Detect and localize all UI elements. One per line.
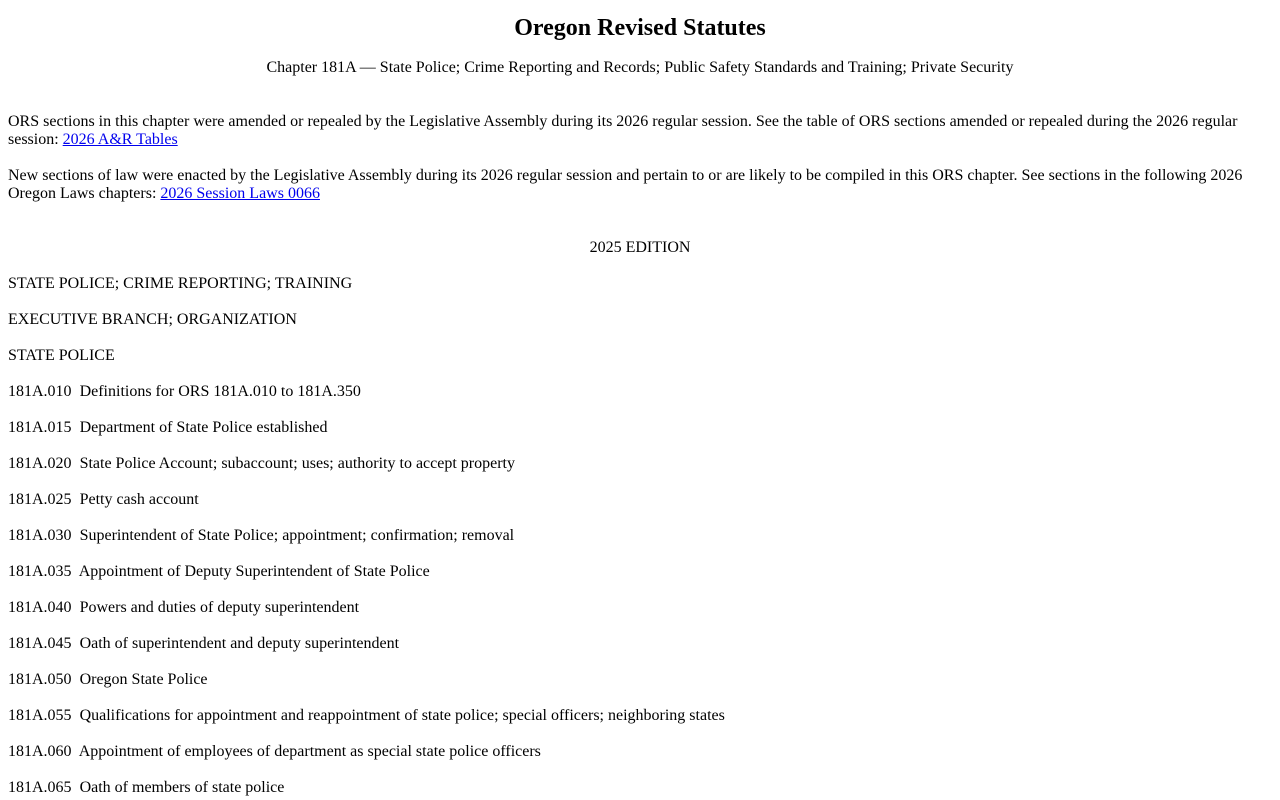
section-caption: State Police Account; subaccount; uses; authority to accept property — [79, 455, 515, 472]
section-number: 181A.030 — [8, 527, 72, 544]
section-entry — [8, 383, 361, 401]
section-entry — [8, 527, 514, 545]
section-number: 181A.045 — [8, 635, 72, 652]
section-entry — [8, 455, 515, 473]
section-caption: Powers and duties of deputy superintendent — [79, 599, 360, 616]
section-entry — [8, 671, 208, 689]
section-caption: Oregon State Police — [79, 671, 208, 688]
section-caption: Oath of members of state police — [79, 779, 285, 796]
section-number: 181A.035 — [8, 563, 72, 580]
section-caption: Definitions for ORS 181A.010 to 181A.350 — [79, 383, 361, 400]
section-number: 181A.065 — [8, 779, 72, 796]
section-entry — [8, 707, 725, 725]
section-number: 181A.055 — [8, 707, 72, 724]
new-sections-notice-text: New sections of law were enacted by the Legislative Assembly during its 2026 regular session and pertain to or are likely to be compiled in this ORS chapter. See sections in the following 2026 Oregon Laws chapters: — [8, 167, 1243, 202]
section-number: 181A.020 — [8, 455, 72, 472]
section-number: 181A.040 — [8, 599, 72, 616]
document-title: Oregon Revised Statutes — [514, 15, 766, 41]
heading-state-police: STATE POLICE — [8, 347, 115, 364]
section-entry — [8, 635, 399, 653]
section-caption: Superintendent of State Police; appointment; confirmation; removal — [79, 527, 515, 544]
section-caption: Qualifications for appointment and reappointment of state police; special officers; neighboring states — [79, 707, 725, 724]
chapter-subtitle: Chapter 181A — State Police; Crime Reporting and Records; Public Safety Standards and Training; Private Security — [266, 59, 1014, 76]
section-entry — [8, 563, 430, 581]
section-caption: Petty cash account — [79, 491, 199, 508]
heading-executive-branch: EXECUTIVE BRANCH; ORGANIZATION — [8, 311, 297, 328]
section-caption: Appointment of Deputy Superintendent of State Police — [78, 563, 430, 580]
section-number: 181A.015 — [8, 419, 72, 436]
section-number: 181A.050 — [8, 671, 72, 688]
section-number: 181A.060 — [8, 743, 72, 760]
heading-state-police-crime-reporting: STATE POLICE; CRIME REPORTING; TRAINING — [8, 275, 353, 292]
section-entry — [8, 491, 199, 509]
section-entry — [8, 779, 284, 797]
section-number: 181A.010 — [8, 383, 72, 400]
section-caption: Oath of superintendent and deputy superintendent — [79, 635, 400, 652]
section-entry — [8, 599, 359, 617]
section-entry — [8, 743, 541, 761]
edition-label: 2025 EDITION — [589, 239, 691, 256]
session-laws-link[interactable]: 2026 Session Laws 0066 — [160, 185, 320, 202]
section-caption: Department of State Police established — [79, 419, 328, 436]
section-entry — [8, 419, 328, 437]
section-number: 181A.025 — [8, 491, 72, 508]
section-caption: Appointment of employees of department as special state police officers — [78, 743, 541, 760]
new-sections-notice — [8, 167, 1258, 203]
amendment-notice-text: ORS sections in this chapter were amended or repealed by the Legislative Assembly during its 2026 regular session. See the table of ORS sections amended or repealed during the 2026 regular session: — [8, 113, 1238, 148]
amendment-notice — [8, 113, 1258, 149]
ar-tables-link[interactable]: 2026 A&R Tables — [62, 131, 178, 148]
